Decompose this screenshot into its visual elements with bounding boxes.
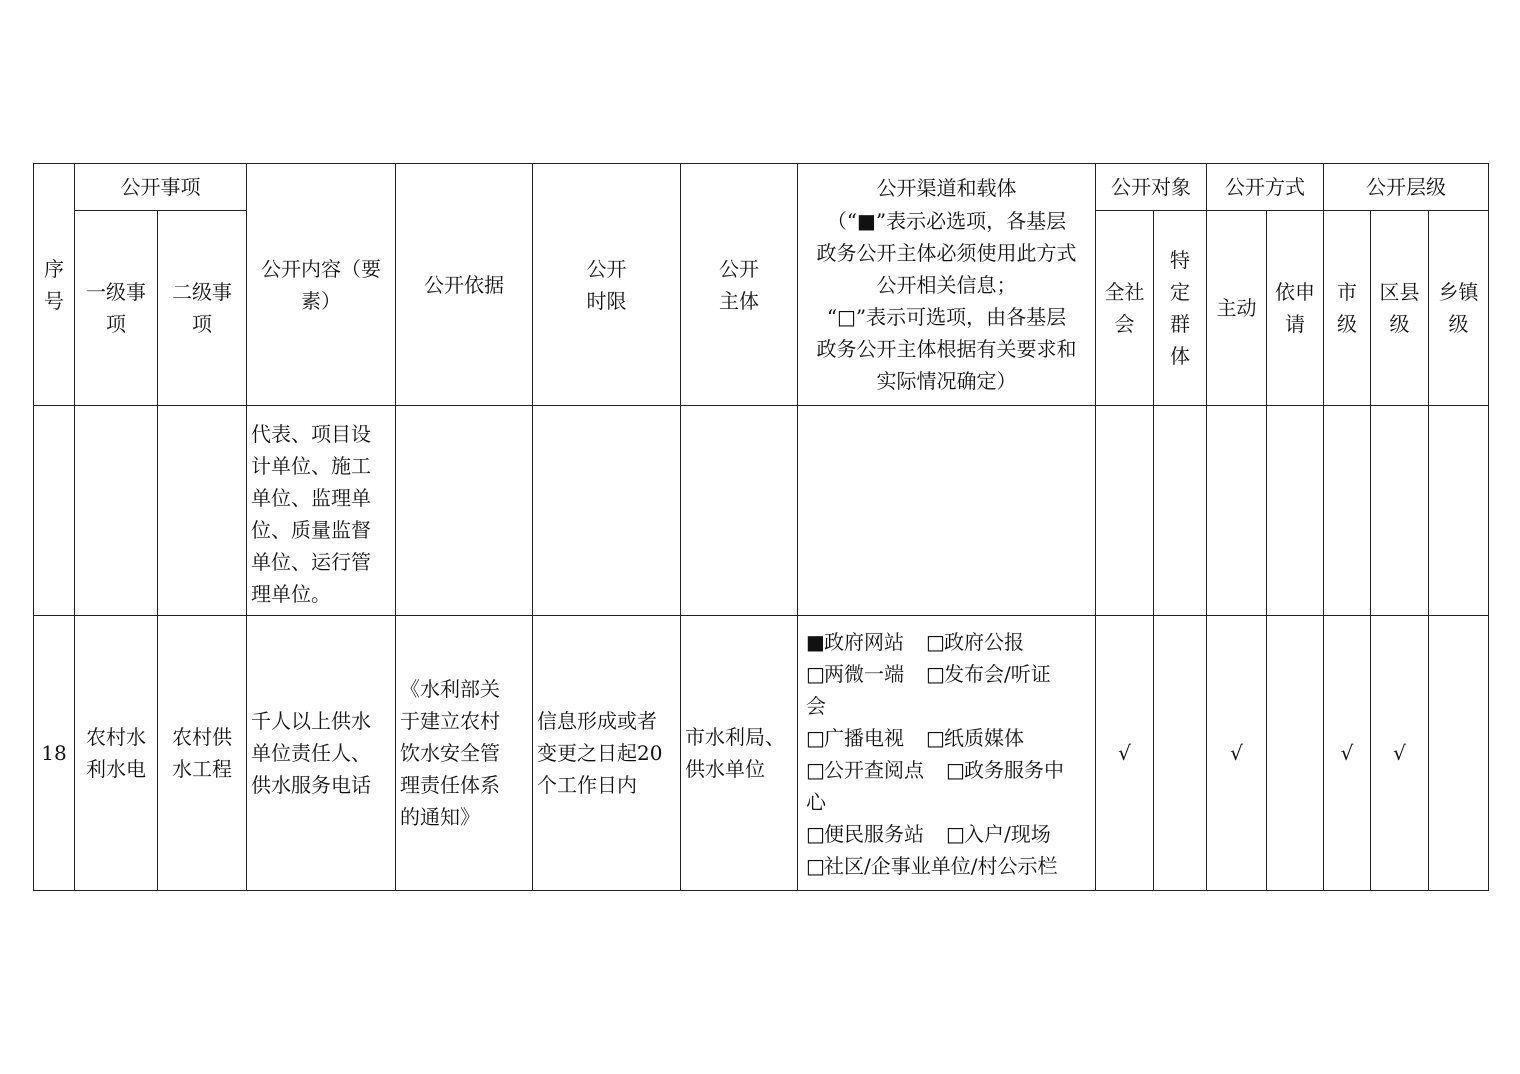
- header-audience-specific: 特 定 群 体: [1154, 211, 1207, 406]
- header-method-group: 公开方式: [1207, 164, 1324, 211]
- cell-empty: [158, 406, 247, 616]
- row-time-limit: 信息形成或者 变更之日起20 个工作日内: [533, 616, 681, 891]
- header-subject: 公开 主体: [681, 164, 798, 406]
- header-method-active: 主动: [1207, 211, 1267, 406]
- cell-empty: [533, 406, 681, 616]
- cell-empty: [1267, 406, 1324, 616]
- header-basis: 公开依据: [396, 164, 533, 406]
- cell-empty: [1207, 406, 1267, 616]
- row-level2: 农村供 水工程: [158, 616, 247, 891]
- disclosure-table: [33, 163, 1489, 891]
- continuation-row: [34, 406, 1489, 616]
- channel-line: [806, 818, 1089, 850]
- channel-label: 便民服务站: [824, 822, 924, 846]
- check-level-town: [1429, 616, 1489, 891]
- channel-line: [806, 658, 1089, 690]
- header-audience-all: 全社 会: [1096, 211, 1154, 406]
- optional-mark-icon: □: [806, 726, 825, 750]
- cell-empty: [1154, 406, 1207, 616]
- cell-empty: [798, 406, 1096, 616]
- optional-mark-icon: □: [926, 630, 945, 654]
- channel-label: 两微一端: [824, 662, 904, 686]
- optional-mark-icon: □: [946, 758, 965, 782]
- row-seq: 18: [34, 616, 75, 891]
- check-method-request: [1267, 616, 1324, 891]
- check-audience-specific: [1154, 616, 1207, 891]
- header-channels-note: （“■”表示必选项，各基层 政务公开主体必须使用此方式 公开相关信息； “□”表示可选项，由各基层 政务公开主体根据有关要求和 实际情况确定）: [816, 209, 1077, 393]
- optional-mark-icon: □: [806, 662, 825, 686]
- header-level1: 一级事 项: [75, 211, 158, 406]
- check-method-active: √: [1207, 616, 1267, 891]
- cell-empty: [1429, 406, 1489, 616]
- cell-empty: [75, 406, 158, 616]
- header-level2: 二级事 项: [158, 211, 247, 406]
- optional-mark-icon: □: [926, 726, 945, 750]
- channel-line-wrap: 心: [806, 790, 826, 814]
- header-channels: [798, 164, 1096, 406]
- optional-mark-icon: □: [806, 854, 825, 878]
- cell-empty: [396, 406, 533, 616]
- header-level-group: 公开层级: [1324, 164, 1489, 211]
- cell-empty: [1371, 406, 1429, 616]
- row-level1: 农村水 利水电: [75, 616, 158, 891]
- row-subject: 市水利局、 供水单位: [681, 616, 798, 891]
- channel-label: 纸质媒体: [944, 726, 1024, 750]
- check-level-district: √: [1371, 616, 1429, 891]
- row-basis: 《水利部关 于建立农村 饮水安全管 理责任体系 的通知》: [396, 616, 533, 891]
- channel-label: 发布会/听证: [944, 662, 1051, 686]
- cell-empty: [1096, 406, 1154, 616]
- channel-line: [806, 626, 1089, 658]
- cell-empty: [34, 406, 75, 616]
- header-level-district: 区县 级: [1371, 211, 1429, 406]
- optional-mark-icon: □: [806, 758, 825, 782]
- optional-mark-icon: □: [946, 822, 965, 846]
- header-seq: 序 号: [34, 164, 75, 406]
- channel-label: 公开查阅点: [824, 758, 924, 782]
- channel-line: [806, 722, 1089, 754]
- header-audience-group: 公开对象: [1096, 164, 1207, 211]
- continuation-content: 代表、项目设 计单位、施工 单位、监理单 位、质量监督 单位、运行管 理单位。: [247, 406, 396, 616]
- check-level-city: √: [1324, 616, 1371, 891]
- header-time-limit: 公开 时限: [533, 164, 681, 406]
- channel-line: [806, 850, 1089, 882]
- cell-empty: [1324, 406, 1371, 616]
- required-mark-icon: ■: [806, 630, 825, 654]
- header-method-request: 依申 请: [1267, 211, 1324, 406]
- channel-label: 入户/现场: [964, 822, 1051, 846]
- header-item-group: 公开事项: [75, 164, 247, 211]
- header-row-1: [34, 164, 1489, 211]
- cell-empty: [681, 406, 798, 616]
- header-level-city: 市 级: [1324, 211, 1371, 406]
- channel-line: [806, 754, 1089, 786]
- optional-mark-icon: □: [806, 822, 825, 846]
- channel-label: 政务服务中: [964, 758, 1064, 782]
- channel-label: 广播电视: [824, 726, 904, 750]
- channel-line-wrap: 会: [806, 694, 826, 718]
- channel-label: 政府网站: [824, 630, 904, 654]
- optional-mark-icon: □: [926, 662, 945, 686]
- channel-label: 社区/企事业单位/村公示栏: [824, 854, 1058, 878]
- header-level-town: 乡镇 级: [1429, 211, 1489, 406]
- header-content: 公开内容（要 素）: [247, 164, 396, 406]
- row-channels: [798, 616, 1096, 891]
- check-audience-all: √: [1096, 616, 1154, 891]
- header-channels-title: 公开渠道和载体: [876, 176, 1017, 200]
- row-content: 千人以上供水 单位责任人、 供水服务电话: [247, 616, 396, 891]
- channel-label: 政府公报: [944, 630, 1024, 654]
- table-row: [34, 616, 1489, 891]
